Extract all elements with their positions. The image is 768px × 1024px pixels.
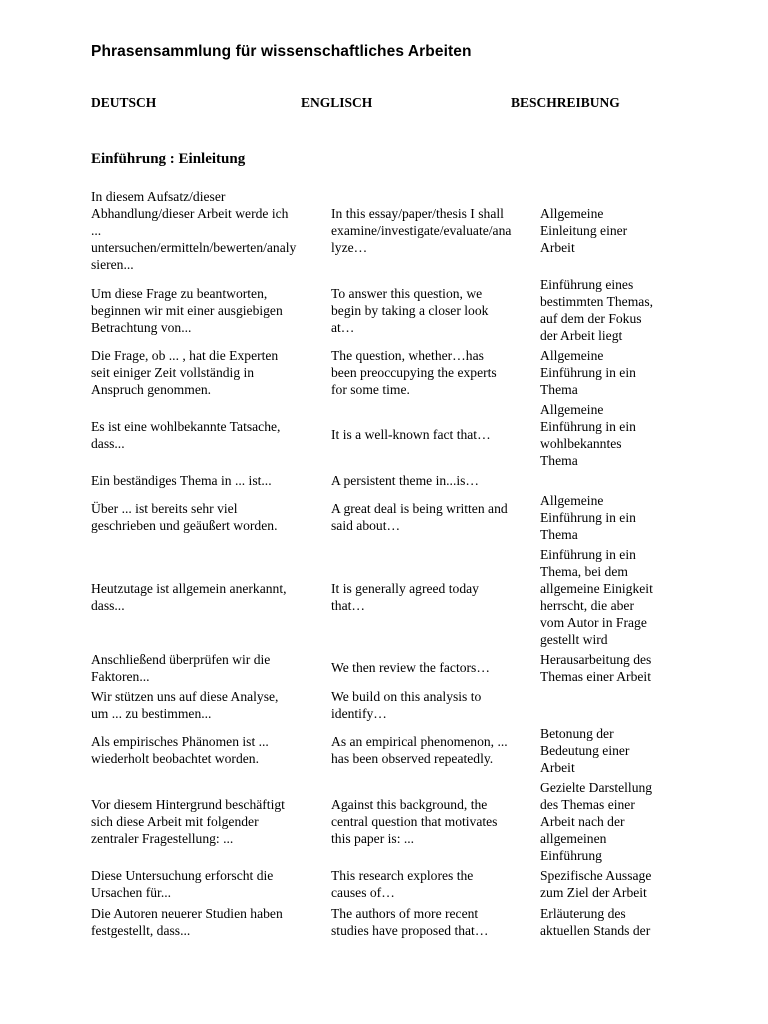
english-phrase: The question, whether…has been preoccupying the experts for some time.	[331, 347, 497, 397]
german-phrase: Über ... ist bereits sehr viel geschrieben und geäußert worden.	[91, 501, 278, 533]
document-title: Phrasensammlung für wissenschaftliches Arbeiten	[91, 43, 472, 60]
description: Allgemeine Einführung in ein wohlbekanntes Thema	[540, 401, 636, 468]
german-phrase: Diese Untersuchung erforscht die Ursachen für...	[91, 867, 274, 900]
german-phrase: Vor diesem Hintergrund beschäftigt sich diese Arbeit mit folgender zentraler Fragestellung: ...	[91, 796, 285, 846]
german-phrase: Als empirisches Phänomen ist ... wiederholt beobachtet worden.	[91, 734, 269, 766]
table-row	[0, 346, 768, 398]
german-phrase: Heutzutage ist allgemein anerkannt, dass...	[91, 581, 287, 613]
table-row	[0, 276, 768, 344]
english-phrase: A persistent theme in...is…	[331, 473, 480, 488]
german-phrase: Die Frage, ob ... , hat die Experten seit einiger Zeit vollständig in Anspruch genommen.	[91, 347, 279, 397]
table-row	[0, 491, 768, 543]
german-phrase: Wir stützen uns auf diese Analyse, um ... zu bestimmen...	[91, 689, 279, 721]
table-row	[0, 778, 768, 864]
table-row	[0, 400, 768, 469]
description: Einführung in ein Thema, bei dem allgemeine Einigkeit herrscht, die aber vom Autor in Frage gestellt wird	[540, 547, 653, 647]
english-phrase: Against this background, the central question that motivates this paper is: ...	[331, 796, 498, 846]
table-row	[0, 471, 768, 490]
table-row	[0, 187, 768, 274]
german-phrase: In diesem Aufsatz/dieser Abhandlung/dieser Arbeit werde ich ... untersuchen/ermitteln/bewerten/analy sieren...	[91, 189, 297, 272]
english-phrase: As an empirical phenomenon, ... has been observed repeatedly.	[331, 734, 508, 766]
description: Spezifische Aussage zum Ziel der Arbeit	[540, 867, 652, 900]
section-heading: Einführung : Einleitung	[91, 151, 246, 167]
german-phrase: Es ist eine wohlbekannte Tatsache, dass...	[91, 418, 281, 451]
table-row	[0, 904, 768, 939]
description: Gezielte Darstellung des Themas einer Arbeit nach der allgemeinen Einführung	[540, 779, 653, 863]
table-row	[0, 687, 768, 723]
description	[540, 471, 674, 490]
description: Herausarbeitung des Themas einer Arbeit	[540, 651, 652, 684]
description: Erläuterung des aktuellen Stands der	[540, 905, 651, 938]
table-row	[0, 650, 768, 685]
description: Allgemeine Einleitung einer Arbeit	[540, 206, 628, 255]
description: Allgemeine Einführung in ein Thema	[540, 492, 636, 542]
column-header-beschreibung: BESCHREIBUNG	[511, 95, 620, 110]
description: Allgemeine Einführung in ein Thema	[540, 347, 636, 397]
english-phrase: To answer this question, we begin by taking a closer look at…	[331, 285, 489, 335]
table-row	[0, 545, 768, 649]
german-phrase: Anschließend überprüfen wir die Faktoren...	[91, 651, 271, 684]
column-header-deutsch: DEUTSCH	[91, 95, 157, 110]
description	[540, 687, 674, 723]
table-row	[0, 724, 768, 776]
english-phrase: It is a well-known fact that…	[331, 427, 491, 442]
english-phrase: A great deal is being written and said about…	[331, 501, 508, 533]
description: Einführung eines bestimmten Themas, auf dem der Fokus der Arbeit liegt	[540, 277, 654, 343]
english-phrase: It is generally agreed today that…	[331, 581, 479, 613]
german-phrase: Die Autoren neuerer Studien haben festgestellt, dass...	[91, 905, 283, 938]
column-header-englisch: ENGLISCH	[301, 95, 373, 110]
english-phrase: In this essay/paper/thesis I shall examine/investigate/evaluate/ana lyze…	[331, 206, 512, 255]
english-phrase: We build on this analysis to identify…	[331, 689, 482, 721]
table-row	[0, 866, 768, 901]
german-phrase: Ein beständiges Thema in ... ist...	[91, 473, 272, 488]
english-phrase: We then review the factors…	[331, 660, 490, 675]
english-phrase: The authors of more recent studies have proposed that…	[331, 905, 489, 938]
description: Betonung der Bedeutung einer Arbeit	[540, 725, 630, 775]
english-phrase: This research explores the causes of…	[331, 867, 474, 900]
german-phrase: Um diese Frage zu beantworten, beginnen wir mit einer ausgiebigen Betrachtung von...	[91, 285, 283, 335]
